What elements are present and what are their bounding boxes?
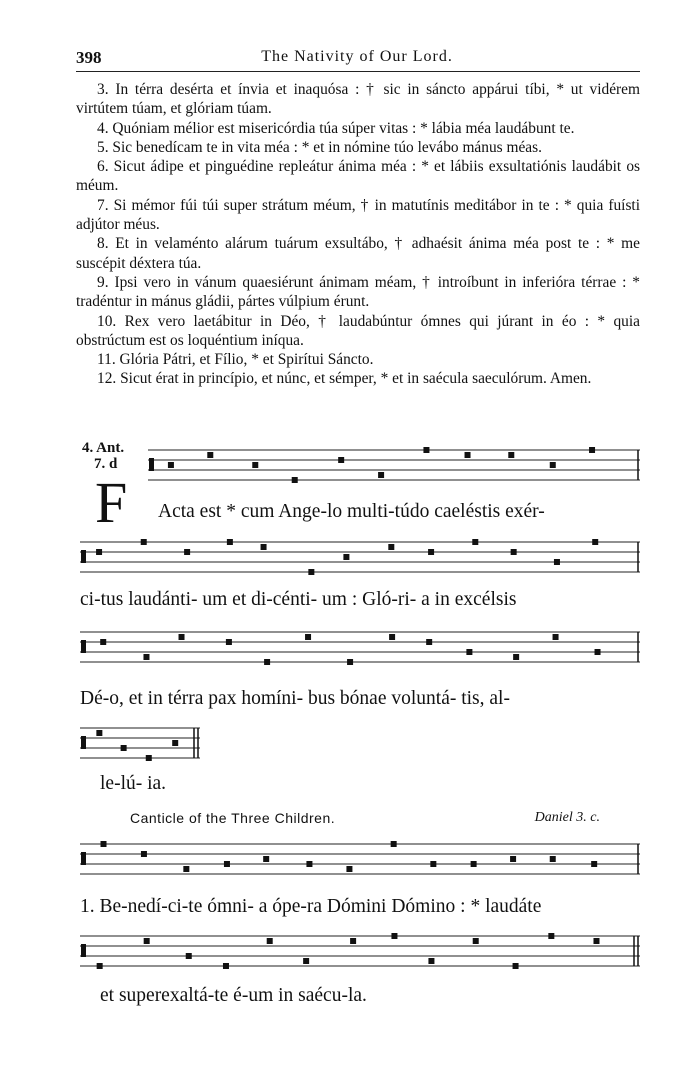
- neume: [430, 861, 436, 867]
- antiphon-staff-1: [148, 444, 640, 490]
- neume: [141, 851, 147, 857]
- neume: [513, 963, 519, 969]
- neume: [511, 549, 517, 555]
- neume: [472, 539, 478, 545]
- neume: [550, 856, 556, 862]
- neume: [263, 856, 269, 862]
- neume: [550, 462, 556, 468]
- neume: [292, 477, 298, 483]
- staff-lines: [80, 930, 640, 976]
- neume: [388, 544, 394, 550]
- neume: [143, 654, 149, 660]
- canticle-staff-1: [80, 838, 640, 884]
- neume: [378, 472, 384, 478]
- canticle-source: Daniel 3. c.: [534, 810, 600, 825]
- canticle-heading: [130, 810, 600, 826]
- neume: [510, 856, 516, 862]
- page-number: 398: [76, 48, 102, 67]
- neume: [227, 539, 233, 545]
- neume: [553, 634, 559, 640]
- canticle-staff-2: [80, 930, 640, 976]
- neume: [100, 639, 106, 645]
- neume: [224, 861, 230, 867]
- verse-7: 7. Si mémor fúi túi super strátum méum, † in matutínis meditábor in te : * quia fuísti adjútor méus.: [76, 196, 640, 234]
- clef-mark: [81, 852, 86, 865]
- neume: [97, 963, 103, 969]
- psalm-verses: [76, 80, 640, 389]
- neume: [350, 938, 356, 944]
- neume: [343, 554, 349, 560]
- neume: [338, 457, 344, 463]
- neume: [308, 569, 314, 575]
- neume: [226, 639, 232, 645]
- clef-mark: [81, 944, 86, 957]
- verse-12: 12. Sicut érat in princípio, et núnc, et sémper, * et in saécula saeculórum. Amen.: [97, 370, 592, 388]
- neume: [589, 447, 595, 453]
- neume: [554, 559, 560, 565]
- neume: [465, 452, 471, 458]
- neume: [264, 659, 270, 665]
- neume: [591, 861, 597, 867]
- neume: [141, 539, 147, 545]
- staff-lines: [80, 626, 640, 672]
- neume: [144, 938, 150, 944]
- antiphon-label: 4. Ant. 7. d: [82, 440, 125, 472]
- canticle-lyric-2: et superexaltá-te é-um in saécu-la.: [100, 985, 367, 1006]
- neume: [183, 866, 189, 872]
- verse-8: 8. Et in velaménto alárum tuárum exsultábo, † adhaésit ánima méa post te : * me suscépit déxtera túa.: [76, 235, 640, 272]
- neume: [592, 539, 598, 545]
- running-title: The Nativity of Our Lord.: [261, 48, 453, 65]
- neume: [168, 462, 174, 468]
- neume: [595, 649, 601, 655]
- neume: [473, 938, 479, 944]
- verse-9: 9. Ipsi vero in vánum quaesiérunt ánimam méam, † introíbunt in inferióra térrae : * tradéntur in mánus gládii, pártes vúlpium érunt.: [76, 273, 640, 311]
- neume: [428, 958, 434, 964]
- verse-3: 3. In térra desérta et ínvia et inaquósa : † sic in sáncto appárui tíbi, * ut vidérem virtútem túam, et glóriam túam.: [76, 81, 640, 118]
- page-header: [76, 48, 638, 72]
- neume: [207, 452, 213, 458]
- neume: [101, 841, 107, 847]
- neume: [347, 659, 353, 665]
- neume: [96, 730, 102, 736]
- neume: [223, 963, 229, 969]
- neume: [172, 740, 178, 746]
- neume: [466, 649, 472, 655]
- neume: [508, 452, 514, 458]
- neume: [389, 634, 395, 640]
- verse-6: 6. Sicut ádipe et pinguédine repleátur ánima méa : * et lábiis exsultatiónis laudábit os méum.: [76, 158, 641, 195]
- neume: [423, 447, 429, 453]
- neume: [267, 938, 273, 944]
- canticle-title: Canticle of the Three Children.: [130, 810, 336, 826]
- clef-mark: [81, 640, 86, 653]
- verse-11: 11. Glória Pátri, et Fílio, * et Spirítui Sáncto.: [97, 351, 374, 369]
- neume: [471, 861, 477, 867]
- neume: [252, 462, 258, 468]
- neume: [513, 654, 519, 660]
- canticle-lyric-1: 1. Be-nedí-ci-te ómni- a ópe-ra Dómini Dómino : * laudáte: [80, 896, 542, 917]
- verse-10: 10. Rex vero laetábitur in Déo, † laudabúntur ómnes qui júrant in éo : * quia obstrúctum est os loquéntium iníqua.: [76, 312, 640, 349]
- neume: [179, 634, 185, 640]
- neume: [306, 861, 312, 867]
- clef-mark: [81, 736, 86, 749]
- antiphon-lyric-4: le-lú- ia.: [100, 773, 167, 794]
- antiphon-lyric-2: ci-tus laudánti- um et di-cénti- um : Gló-ri- a in excélsis: [80, 589, 517, 610]
- neume: [186, 953, 192, 959]
- neume: [548, 933, 554, 939]
- neume: [96, 549, 102, 555]
- antiphon-lyric-3: Dé-o, et in térra pax homíni- bus bónae voluntá- tis, al-: [80, 688, 510, 709]
- neume: [303, 958, 309, 964]
- neume: [261, 544, 267, 550]
- antiphon-staff-2: [80, 536, 640, 582]
- clef-mark: [149, 458, 154, 471]
- header-rule: [76, 71, 640, 72]
- initial-letter: F: [95, 470, 128, 535]
- clef-mark: [81, 550, 86, 563]
- staff-lines: [80, 722, 200, 768]
- antiphon-lyric-1: Acta est * cum Ange-lo multi-túdo caeléstis exér-: [158, 501, 545, 522]
- verse-4: 4. Quóniam mélior est misericórdia túa súper vitas : * lábia méa laudábunt te.: [97, 119, 575, 137]
- neume: [121, 745, 127, 751]
- staff-lines: [148, 444, 640, 490]
- neume: [428, 549, 434, 555]
- neume: [391, 933, 397, 939]
- neume: [146, 755, 152, 761]
- staff-lines: [80, 536, 640, 582]
- neume: [426, 639, 432, 645]
- staff-lines: [80, 838, 640, 884]
- neume: [391, 841, 397, 847]
- neume: [593, 938, 599, 944]
- verse-5: 5. Sic benedícam te in vita méa : * et in nómine túo levábo mánus méas.: [97, 138, 542, 156]
- antiphon-staff-4: [80, 722, 200, 768]
- neume: [184, 549, 190, 555]
- neume: [305, 634, 311, 640]
- antiphon-staff-3: [80, 626, 640, 672]
- neume: [346, 866, 352, 872]
